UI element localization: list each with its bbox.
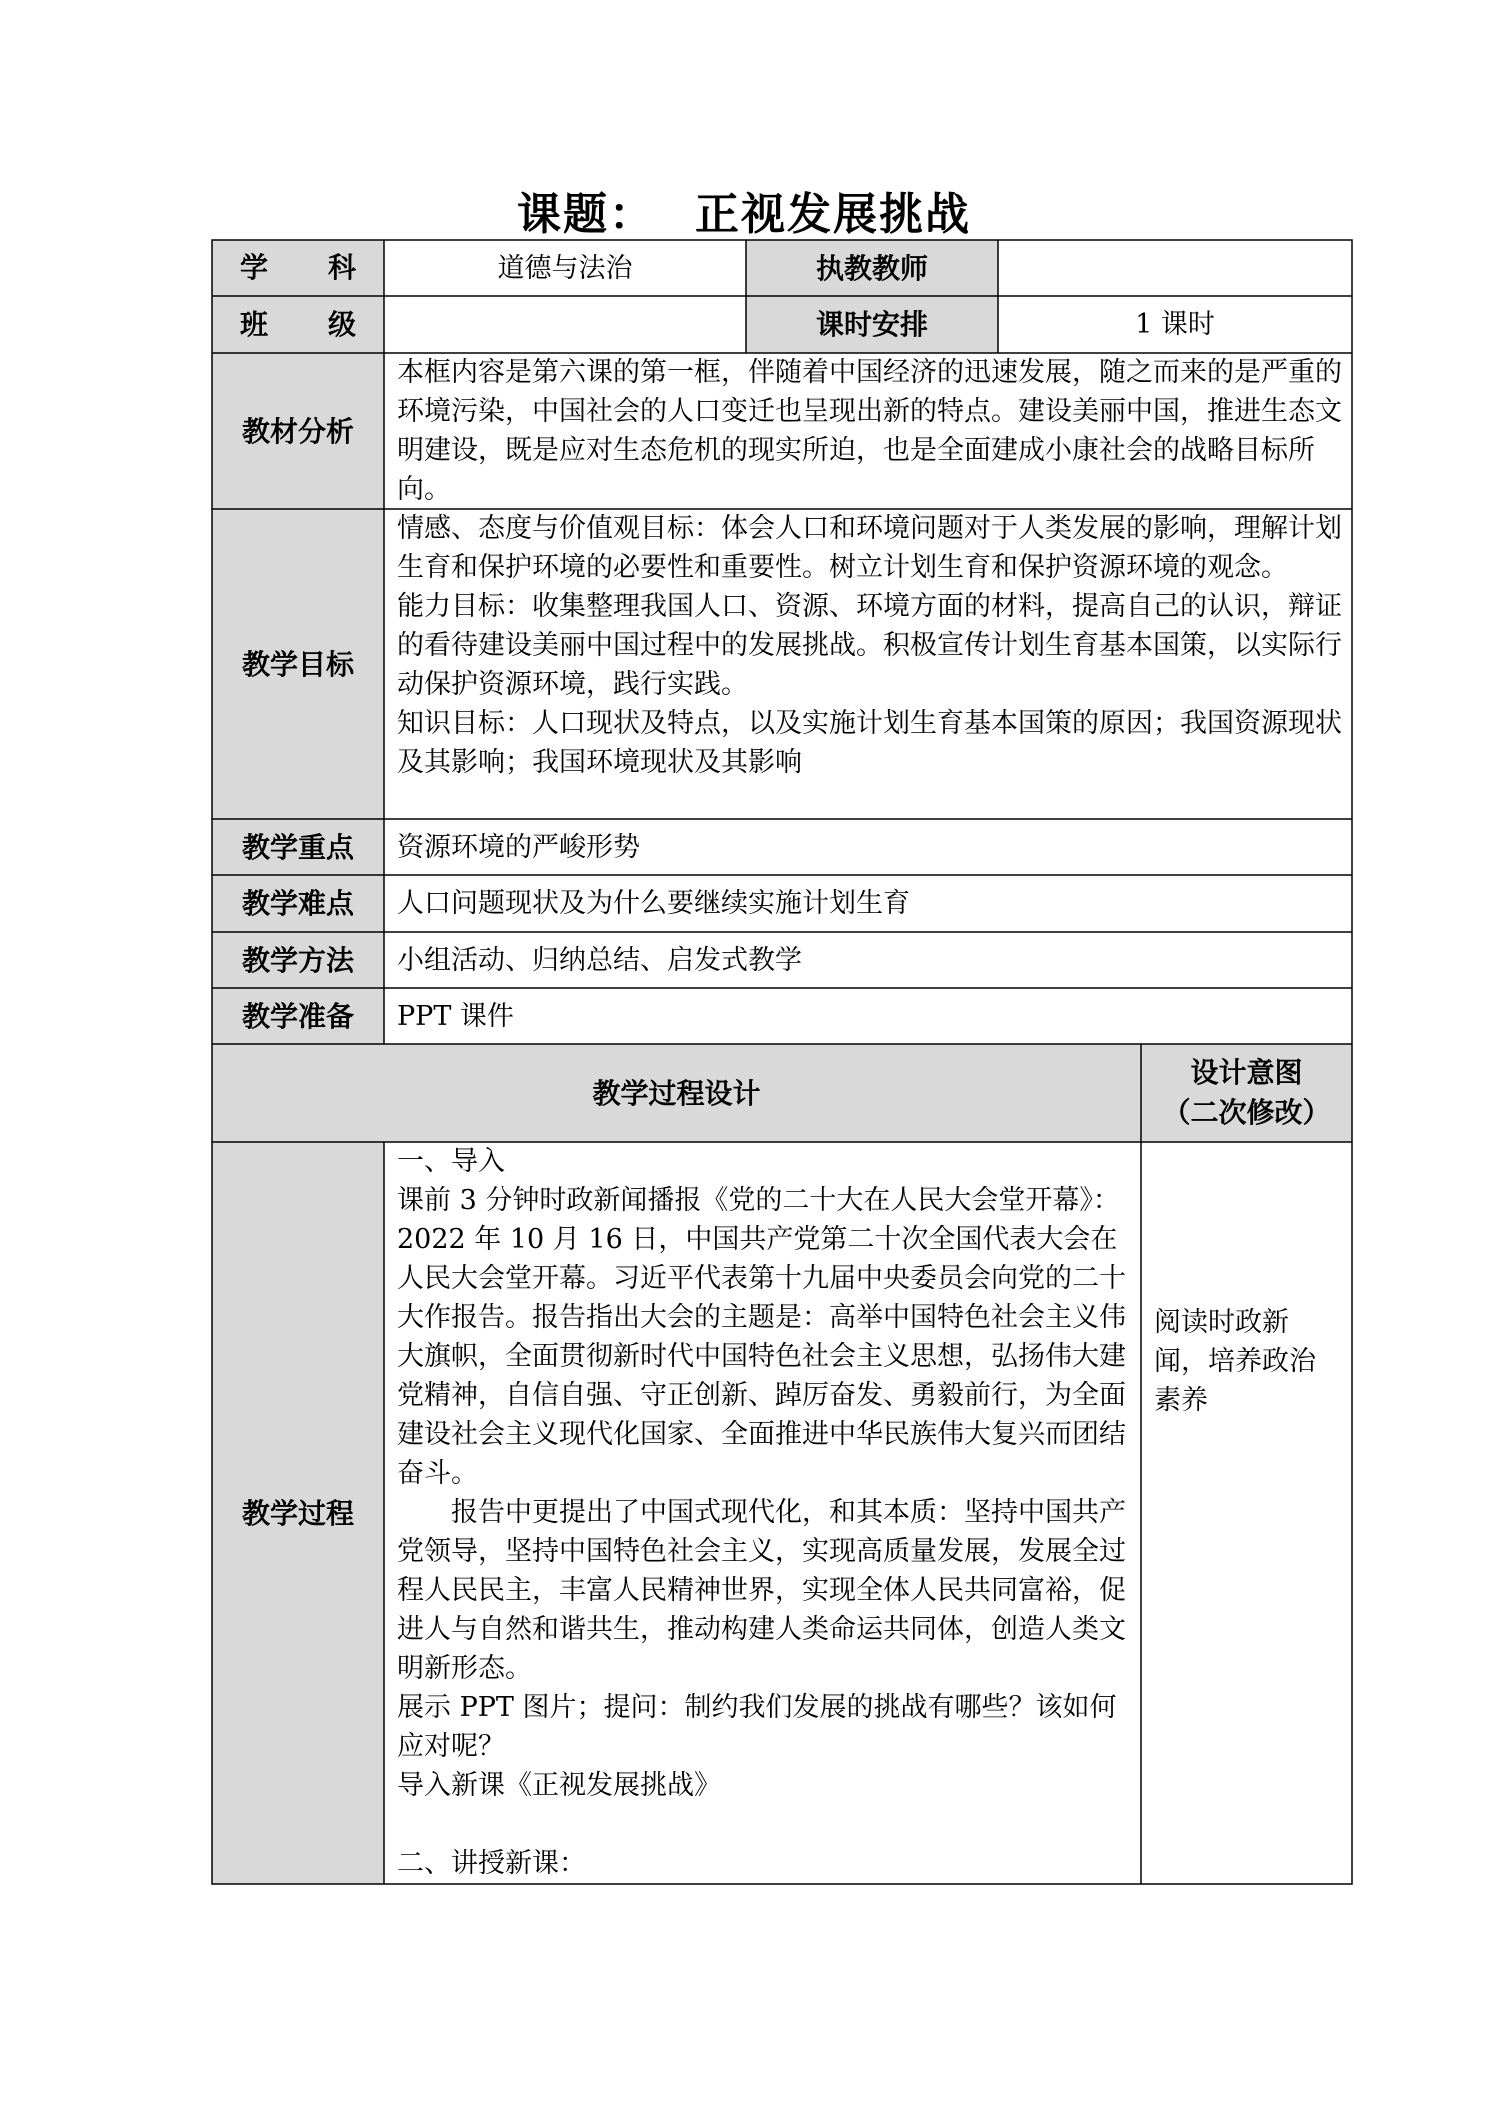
teacher-value[interactable]	[998, 240, 1352, 296]
keypoint-label: 教学重点	[241, 830, 354, 864]
design-intent-text: 阅读时政新闻，培养政治素养	[1154, 1307, 1316, 1416]
title-prefix: 课题：	[517, 189, 655, 240]
method-label: 教学方法	[241, 943, 354, 977]
subject-value: 道德与法治	[497, 252, 633, 284]
class-label: 班 级	[240, 308, 357, 341]
subject-label: 学 科	[240, 251, 357, 284]
process-paragraph: 报告中更提出了中国式现代化，和其本质：坚持中国共产党领导，坚持中国特色社会主义，实现高质量发展，发展全过程人民民主，丰富人民精神世界，实现全体人民共同富裕，促进人与自然和谐共生，推动构建人类命运共同体，创造人类文明新形态。	[397, 1497, 1126, 1684]
objective-ability: 能力目标：收集整理我国人口、资源、环境方面的材料，提高自己的认识，辩证的看待建设美丽中国过程中的发展挑战。积极宣传计划生育基本国策，以实际行动保护资源环境，践行实践。	[397, 591, 1342, 700]
prep-text: PPT 课件	[397, 1000, 514, 1032]
design-intent-header: 设计意图 （二次修改）	[1162, 1056, 1331, 1129]
process-text	[384, 1142, 1141, 1884]
difficulty-label: 教学难点	[241, 887, 354, 920]
difficulty-text: 人口问题现状及为什么要继续实施计划生育	[397, 888, 910, 919]
blank-line	[397, 1805, 1127, 1844]
schedule-value: 1 课时	[1135, 309, 1215, 340]
process-paragraph: 课前 3 分钟时政新闻播报《党的二十大在人民大会堂开幕》： 2022 年 10 月 16 日，中国共产党第二十次全国代表大会在人民大会堂开幕。习近平代表第十九届中央委员会向党的二十大作报告。报告指出大会的主题是：高举中国特色社会主义伟大旗帜，全面贯彻新时代中国特色社会主义思想，弘扬伟大建党精神，自信自强、守正创新、踔厉奋发、勇毅前行，为全面建设社会主义现代化国家、全面推进中华民族伟大复兴而团结奋斗。	[397, 1185, 1126, 1489]
process-paragraph: 导入新课《正视发展挑战》	[397, 1770, 721, 1801]
keypoint-text: 资源环境的严峻形势	[397, 831, 640, 863]
analysis-label: 教材分析	[241, 414, 354, 448]
process-design-header: 教学过程设计	[592, 1076, 761, 1110]
objectives-label: 教学目标	[241, 647, 354, 681]
section-intro-heading: 一、导入	[397, 1146, 505, 1177]
schedule-label: 课时安排	[815, 308, 928, 341]
title-topic: 正视发展挑战	[695, 189, 971, 240]
process-label: 教学过程	[241, 1496, 354, 1530]
process-paragraph: 展示 PPT 图片；提问：制约我们发展的挑战有哪些？该如何应对呢？	[397, 1692, 1117, 1762]
objective-knowledge: 知识目标：人口现状及特点，以及实施计划生育基本国策的原因；我国资源现状及其影响；我国环境现状及其影响	[397, 708, 1342, 778]
teacher-label: 执教教师	[815, 251, 928, 285]
objectives-text	[384, 509, 1352, 819]
analysis-text: 本框内容是第六课的第一框，伴随着中国经济的迅速发展，随之而来的是严重的环境污染，中国社会的人口变迁也呈现出新的特点。建设美丽中国，推进生态文明建设，既是应对生态危机的现实所迫，也是全面建成小康社会的战略目标所向。	[397, 357, 1342, 505]
section-new-lesson-heading: 二、讲授新课：	[397, 1848, 586, 1879]
method-text: 小组活动、归纳总结、启发式教学	[397, 944, 802, 976]
class-value[interactable]	[384, 296, 746, 353]
prep-label: 教学准备	[241, 999, 354, 1033]
objective-affective: 情感、态度与价值观目标：体会人口和环境问题对于人类发展的影响，理解计划生育和保护环境的必要性和重要性。树立计划生育和保护资源环境的观念。	[397, 513, 1342, 583]
